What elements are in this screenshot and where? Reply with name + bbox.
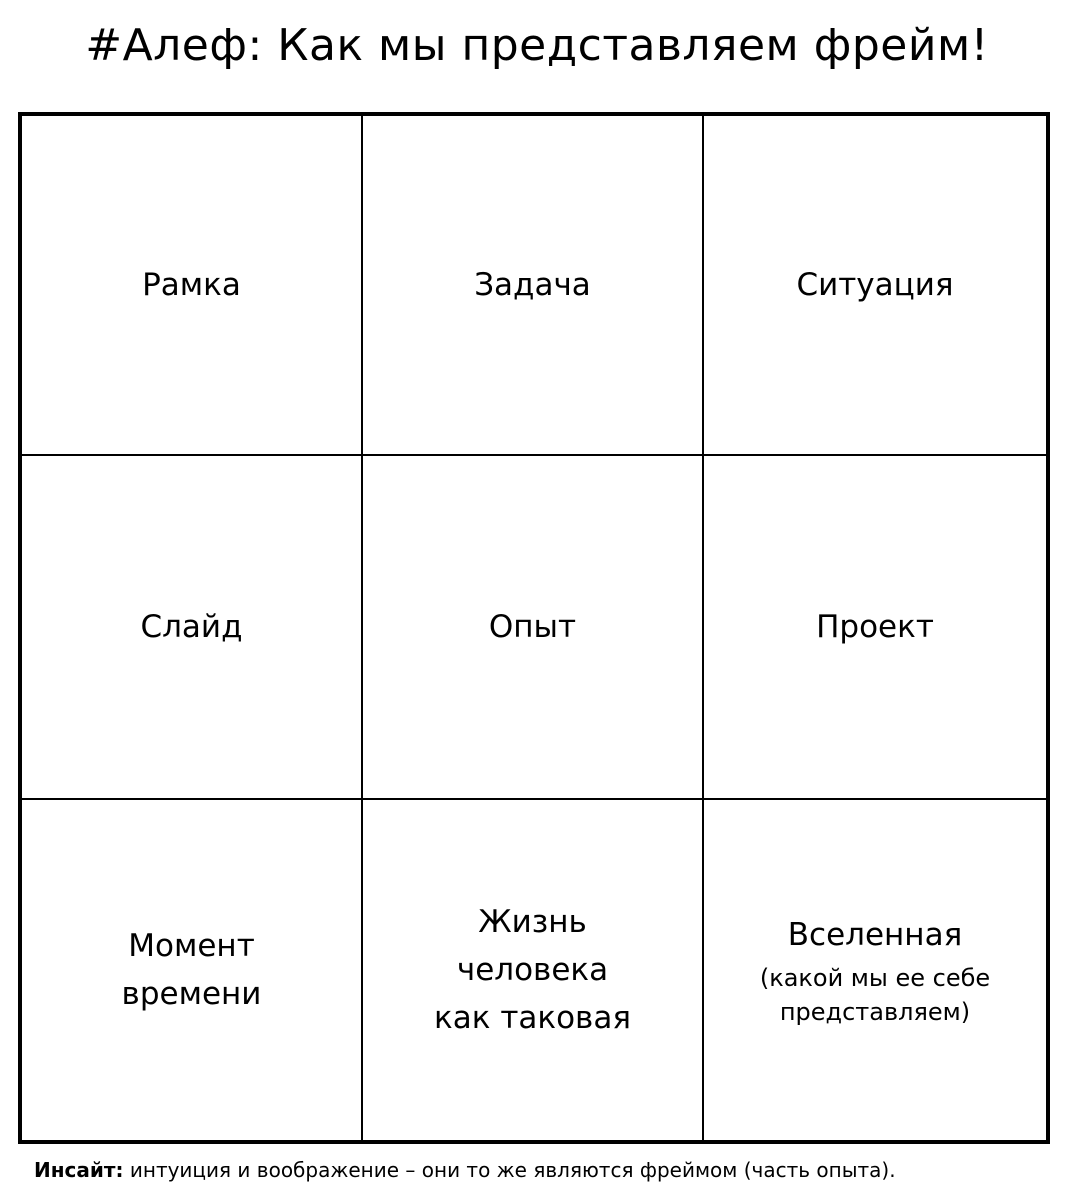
- cell-label: Жизнь человека как таковая: [434, 904, 631, 1036]
- grid-cell-moment-vremeni: [22, 800, 363, 1140]
- cell-label: Вселенная: [787, 917, 963, 953]
- cell-label: Проект: [816, 609, 934, 645]
- grid-cell-slaid: [22, 456, 363, 800]
- cell-sublabel: (какой мы ее себе представляем): [759, 964, 991, 1026]
- cell-label: Рамка: [142, 267, 241, 303]
- frame-grid: [18, 112, 1050, 1144]
- grid-cell-zhizn-cheloveka: [363, 800, 704, 1140]
- grid-cell-ramka: [22, 116, 363, 456]
- cell-label: Опыт: [488, 609, 577, 645]
- cell-label: Ситуация: [796, 267, 954, 303]
- cell-label: Слайд: [140, 609, 243, 645]
- grid-cell-proekt: [704, 456, 1046, 800]
- page-title: #Алеф: Как мы представляем фрейм!: [85, 20, 989, 71]
- grid-cell-zadacha: [363, 116, 704, 456]
- grid-cell-situatsiya: [704, 116, 1046, 456]
- grid-cell-opyt: [363, 456, 704, 800]
- grid-cell-vselennaya: [704, 800, 1046, 1140]
- cell-label: Момент времени: [121, 928, 262, 1012]
- insight-label: Инсайт:: [34, 1158, 124, 1182]
- insight-text: интуиция и воображение – они то же являются фреймом (часть опыта).: [129, 1158, 896, 1182]
- cell-label: Задача: [474, 267, 591, 303]
- insight-footer: [34, 1156, 1054, 1184]
